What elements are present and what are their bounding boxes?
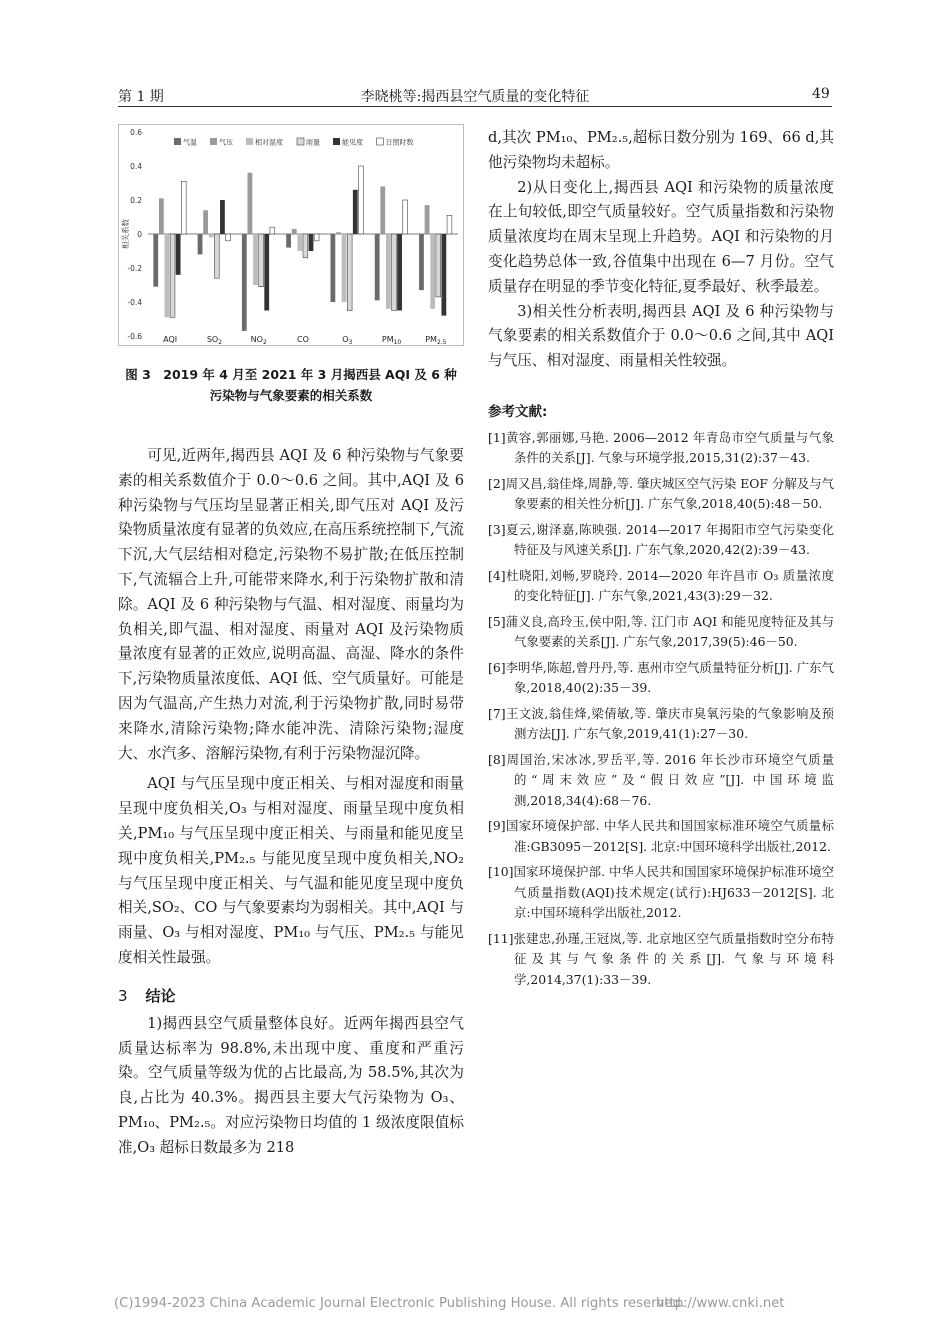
header-rule [118, 106, 832, 107]
y-tick-label: 0 [137, 230, 142, 239]
x-tick-label: CO [297, 335, 309, 344]
bar-o3-series-4 [353, 190, 358, 234]
legend-label: 能见度 [342, 138, 363, 147]
bar-co-series-1 [292, 229, 297, 234]
reference-item: [8]周国治,宋冰冰,罗岳平,等. 2016 年长沙市环境空气质量的“周末效应”及“假日效应”[J]. 中国环境监测,2018,34(4):68－76. [488, 751, 834, 808]
bar-co-series-0 [286, 234, 291, 248]
bar-aqi-series-4 [176, 234, 181, 275]
bar-no2-series-3 [259, 234, 264, 287]
bar-pm25-series-4 [441, 234, 446, 316]
bar-o3-series-5 [358, 166, 363, 234]
legend-swatch [297, 138, 304, 145]
bar-pm10-series-2 [386, 234, 391, 309]
bar-o3-series-1 [336, 232, 341, 234]
reference-item: [9]国家环境保护部. 中华人民共和国国家标准环境空气质量标准:GB3095－2012[S]. 北京:中国环境科学出版社,2012. [488, 818, 834, 854]
copyright-footer: (C)1994-2023 China Academic Journal Electronic Publishing House. All rights reserved. [114, 1296, 686, 1311]
bar-so2-series-3 [214, 234, 219, 278]
legend-swatch [246, 138, 253, 145]
figure-caption [118, 364, 464, 406]
reference-item: [4]杜晓阳,刘畅,罗晓玲. 2014—2020 年许昌市 O₃ 质量浓度的变化特征[J]. 广东气象,2021,43(3):29－32. [488, 567, 834, 604]
y-tick-label: 0.2 [130, 196, 142, 205]
left-column [118, 444, 464, 1161]
bar-pm10-series-3 [392, 234, 397, 311]
bar-no2-series-5 [270, 227, 275, 234]
cnki-url[interactable]: http://www.cnki.net [656, 1296, 785, 1311]
paragraph: 2)从日变化上,揭西县 AQI 和污染物的质量浓度在上旬较低,即空气质量较好。空气质量指数和污染物质量浓度均在周末呈现上升趋势。AQI 和污染物的月变化趋势总体一致,谷值集中出现在 6—7 月份。空气质量存在明显的季节变化特征,夏季最好、秋季最差。 [488, 178, 834, 295]
running-header-issue: 第 1 期 [118, 89, 164, 105]
bar-pm25-series-0 [419, 234, 424, 290]
right-column [488, 126, 834, 995]
reference-item: [11]张建忠,孙瑾,王冠岚,等. 北京地区空气质量指数时空分布特征及其与气象条件的关系[J]. 气象与环境科学,2014,37(1):33－39. [488, 930, 834, 987]
bar-so2-series-1 [203, 210, 208, 234]
reference-item: [3]夏云,谢泽嘉,陈映强. 2014—2017 年揭阳市空气污染变化特征及与风速关系[J]. 广东气象,2020,42(2):39－43. [488, 521, 834, 558]
y-tick-label: -0.4 [127, 298, 142, 307]
bar-co-series-5 [314, 234, 319, 241]
legend-swatch [333, 138, 340, 145]
bar-co-series-4 [309, 234, 314, 251]
y-tick-label: 0.6 [130, 128, 142, 137]
bar-aqi-series-2 [165, 234, 170, 317]
bar-aqi-series-1 [159, 198, 164, 234]
x-tick-label: AQI [163, 335, 178, 344]
bar-so2-series-4 [220, 200, 225, 234]
y-tick-label: -0.2 [127, 264, 142, 273]
running-header-title: 李晓桃等:揭西县空气质量的变化特征 [360, 89, 590, 105]
bar-pm25-series-3 [436, 234, 441, 297]
section-heading [118, 985, 464, 1006]
x-tick-label: $PM_{10}$ [381, 335, 402, 346]
paragraph: 1)揭西县空气质量整体良好。近两年揭西县空气质量达标率为 98.8%,未出现中度、重度和严重污染。空气质量等级为优的占比最高,为 58.5%,其次为良,占比为 40.3%。揭西县主要大气污染物为 O₃、PM₁₀、PM₂.₅。对应污染物日均值的 1 级浓度限值标准,O₃ 超标日数最多为 218 [118, 1014, 464, 1156]
legend-label: 相对湿度 [255, 138, 283, 147]
bar-no2-series-4 [264, 234, 269, 311]
reference-item: [10]国家环境保护部. 中华人民共和国国家环境保护标准环境空气质量指数(AQI)技术规定(试行):HJ633－2012[S]. 北京:中国环境科学出版社,2012. [488, 864, 834, 921]
paragraph: d,其次 PM₁₀、PM₂.₅,超标日数分别为 169、66 d,其他污染物均未超标。 [488, 129, 834, 171]
bar-o3-series-2 [342, 234, 347, 302]
references-heading: 参考文献: [488, 403, 548, 420]
reference-item: [5]蒲义良,高玲玉,侯中阳,等. 江门市 AQI 和能见度特征及其与气象要素的关系[J]. 广东气象,2017,39(5):46－50. [488, 613, 834, 650]
legend-swatch [210, 138, 217, 145]
bar-pm25-series-5 [447, 215, 452, 234]
legend-label: 日照时数 [385, 138, 414, 147]
y-tick-label: 0.4 [130, 162, 142, 171]
caption-line-2: 污染物与气象要素的相关系数 [209, 388, 373, 403]
x-tick-label: $SO_2$ [206, 335, 223, 346]
paragraph: 3)相关性分析表明,揭西县 AQI 及 6 种污染物与气象要素的相关系数值介于 0.0～0.6 之间,其中 AQI 与气压、相对湿度、雨量相关性较强。 [488, 302, 834, 370]
x-tick-label: $O_3$ [342, 335, 353, 346]
bar-pm10-series-0 [375, 234, 380, 300]
y-axis-label: 相关系数 [121, 219, 130, 249]
reference-item: [2]周又昌,翁佳烽,周静,等. 肇庆城区空气污染 EOF 分解及与气象要素的相关性分析[J]. 广东气象,2018,40(5):48－50. [488, 475, 834, 512]
reference-item: [6]李明华,陈超,曾丹丹,等. 惠州市空气质量特征分析[J]. 广东气象,2018,40(2):35－39. [488, 659, 834, 696]
bar-no2-series-1 [248, 173, 253, 234]
bar-pm10-series-5 [403, 200, 408, 234]
legend-swatch [174, 138, 181, 145]
bar-so2-series-5 [226, 234, 231, 241]
caption-line-1: 图 3 2019 年 4 月至 2021 年 3 月揭西县 AQI 及 6 种 [125, 367, 457, 382]
bar-no2-series-2 [253, 234, 258, 285]
legend-label: 气压 [219, 138, 233, 147]
bar-no2-series-0 [242, 234, 247, 331]
bar-aqi-series-3 [170, 234, 175, 317]
figure-3-chart [118, 124, 464, 346]
paragraph: AQI 与气压呈现中度正相关、与相对湿度和雨量呈现中度负相关,O₃ 与相对湿度、雨量呈现中度负相关,PM₁₀ 与气压呈现中度正相关、与雨量和能见度呈现中度负相关,PM₂.₅ 与能见度呈现中度负相关,NO₂ 与气压呈现中度正相关、与气温和能见度呈现中度负相关,SO₂、CO 与气象要素均为弱相关。其中,AQI 与雨量、O₃ 与相对湿度、PM₁₀ 与气压、PM₂.₅ 与能见度相关性最强。 [118, 775, 464, 966]
bar-aqi-series-0 [153, 234, 158, 287]
y-tick-label: -0.6 [127, 332, 142, 341]
legend-swatch [377, 138, 384, 145]
legend-label: 气温 [183, 138, 197, 147]
bar-co-series-2 [297, 234, 302, 251]
legend-label: 雨量 [306, 138, 320, 147]
reference-item: [1]黄容,郭丽娜,马艳. 2006—2012 年青岛市空气质量与气象条件的关系[J]. 气象与环境学报,2015,31(2):37－43. [488, 429, 834, 466]
reference-list [488, 428, 834, 991]
bar-pm10-series-4 [397, 234, 402, 311]
bar-so2-series-0 [198, 234, 203, 254]
bar-aqi-series-5 [181, 181, 186, 234]
bar-so2-series-2 [209, 234, 214, 237]
bar-co-series-3 [303, 234, 308, 258]
correlation-bar-chart [118, 124, 464, 346]
section-title: 结论 [145, 986, 176, 1005]
reference-item: [7]王文波,翁佳烽,梁倩敏,等. 肇庆市臭氧污染的气象影响及预测方法[J]. 广东气象,2019,41(1):27－30. [488, 705, 834, 742]
bar-o3-series-3 [347, 234, 352, 311]
paragraph: 可见,近两年,揭西县 AQI 及 6 种污染物与气象要素的相关系数值介于 0.0～0.6 之间。其中,AQI 及 6 种污染物与气压均呈显著正相关,即气压对 AQI 及污染物质量浓度有显著的负效应,在高压系统控制下,气流下沉,大气层结相对稳定,污染物不易扩散;在低压控制下,气流辐合上升,可能带来降水,利于污染物扩散和清除。AQI 及 6 种污染物与气温、相对湿度、雨量均为负相关,即气温、相对湿度、雨量对 AQI 及污染物质量浓度有显著的正效应,说明高温、高湿、降水的条件下,污染物质量浓度低、AQI 低、空气质量好。可能是因为气温高,产生热力对流,利于污染物扩散,同时易带来降水,清除污染物;降水能冲洗、清除污染物;湿度大、水汽多、溶解污染物,有利于污染物湿沉降。 [118, 447, 464, 762]
page-number: 49 [812, 86, 830, 102]
x-tick-label: $NO_2$ [250, 335, 267, 346]
section-number: 3 [118, 986, 128, 1005]
x-tick-label: $PM_{2.5}$ [425, 335, 447, 346]
bar-pm25-series-2 [430, 234, 435, 309]
bar-o3-series-0 [330, 234, 335, 302]
bar-pm25-series-1 [425, 205, 430, 234]
bar-pm10-series-1 [380, 186, 385, 234]
